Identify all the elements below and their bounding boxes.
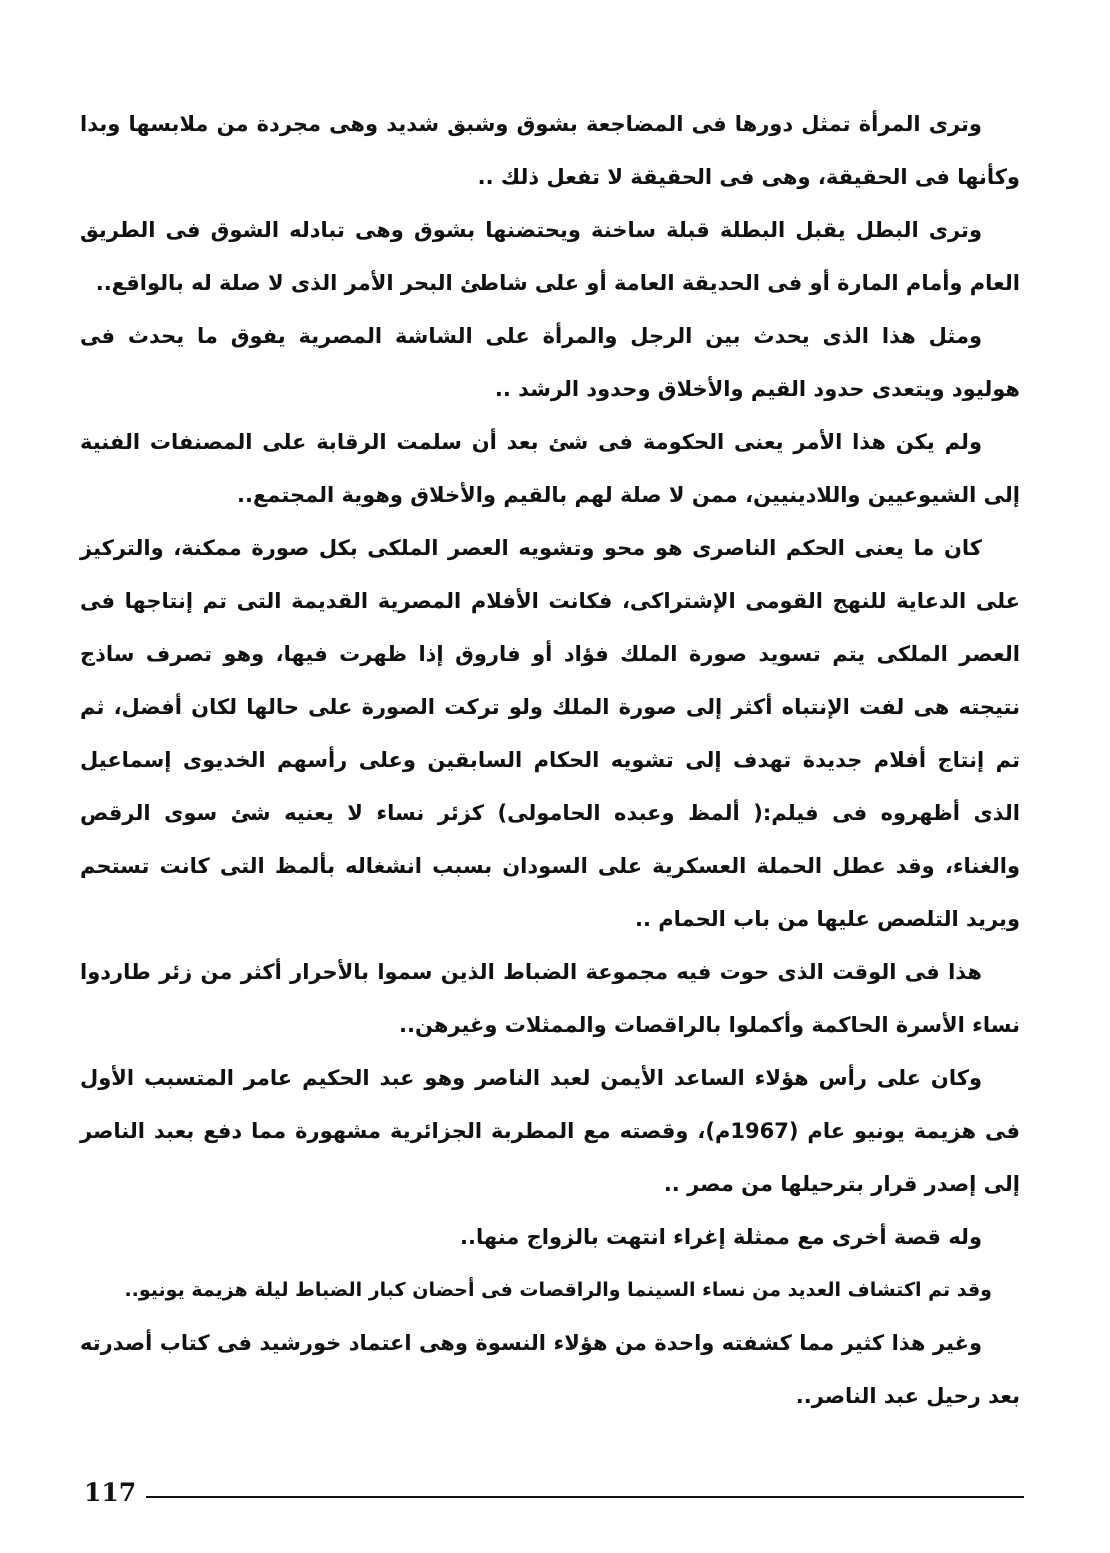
page-number: 117 — [84, 1478, 137, 1507]
paragraph-2: وترى البطل يقبل البطلة قبلة ساخنة ويحتضنها بشوق وهى تبادله الشوق فى الطريق العام وأمام المارة أو فى الحديقة العامة أو على شاطئ البحر الأمر الذى لا صلة له بالواقع.. — [80, 218, 1020, 295]
page-footer — [84, 1478, 1024, 1508]
page-body — [80, 98, 1020, 1423]
paragraph-3: ومثل هذا الذى يحدث بين الرجل والمرأة على الشاشة المصرية يفوق ما يحدث فى هوليود ويتعدى حدود القيم والأخلاق وحدود الرشد .. — [80, 324, 1020, 401]
paragraph-9: وقد تم اكتشاف العديد من نساء السينما والراقصات فى أحضان كبار الضباط ليلة هزيمة يونيو.. — [124, 1279, 992, 1301]
paragraph-6: هذا فى الوقت الذى حوت فيه مجموعة الضباط الذين سموا بالأحرار أكثر من زئر طاردوا نساء الأسرة الحاكمة وأكملوا بالراقصات والممثلات وغيرهن.. — [80, 960, 1020, 1037]
paragraph-10: وغير هذا كثير مما كشفته واحدة من هؤلاء النسوة وهى اعتماد خورشيد فى كتاب أصدرته بعد رحيل عبد الناصر.. — [80, 1331, 1020, 1408]
paragraph-4: ولم يكن هذا الأمر يعنى الحكومة فى شئ بعد أن سلمت الرقابة على المصنفات الفنية إلى الشيوعيين واللادينيين، ممن لا صلة لهم بالقيم والأخلاق وهوية المجتمع.. — [80, 430, 1020, 507]
paragraph-1: وترى المرأة تمثل دورها فى المضاجعة بشوق وشبق شديد وهى مجردة من ملابسها وبدا وكأنها فى الحقيقة، وهى فى الحقيقة لا تفعل ذلك .. — [80, 112, 1020, 189]
paragraph-8: وله قصة أخرى مع ممثلة إغراء انتهت بالزواج منها.. — [460, 1225, 982, 1249]
paragraph-5: كان ما يعنى الحكم الناصرى هو محو وتشويه العصر الملكى بكل صورة ممكنة، والتركيز على الدعاية للنهج القومى الإشتراكى، فكانت الأفلام المصرية القديمة التى تم إنتاجها فى العصر الملكى يتم تسويد صورة الملك فؤاد أو فاروق إذا ظهرت فيها، وهو تصرف ساذج نتيجته هى لفت الإنتباه أكثر إلى صورة الملك ولو تركت الصورة على حالها لكان أفضل، ثم تم إنتاج أفلام جديدة تهدف إلى تشويه الحكام السابقين وعلى رأسهم الخديوى إسماعيل الذى أظهروه فى فيلم:( ألمظ وعبده الحامولى) كزئر نساء لا يعنيه شئ سوى الرقص والغناء، وقد عطل الحملة العسكرية على السودان بسبب انشغاله بألمظ التى كانت تستحم ويريد التلصص عليها من باب الحمام .. — [80, 536, 1020, 931]
footer-rule — [146, 1496, 1024, 1498]
paragraph-7: وكان على رأس هؤلاء الساعد الأيمن لعبد الناصر وهو عبد الحكيم عامر المتسبب الأول فى هزيمة يونيو عام (1967م)، وقصته مع المطربة الجزائرية مشهورة مما دفع بعبد الناصر إلى إصدر قرار بترحيلها من مصر .. — [80, 1066, 1020, 1196]
